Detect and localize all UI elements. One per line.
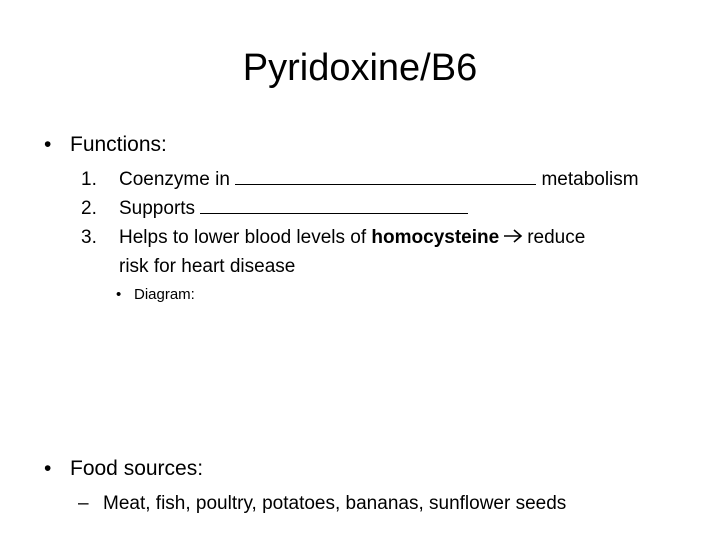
slide-title: Pyridoxine/B6 bbox=[242, 47, 478, 89]
item-text-bold: homocysteine bbox=[371, 227, 500, 248]
food-sources-item bbox=[78, 489, 566, 518]
bullet-icon: • bbox=[44, 133, 52, 156]
bullet-icon: • bbox=[116, 286, 122, 303]
functions-heading: Functions: bbox=[70, 133, 167, 156]
bullet-icon: • bbox=[44, 457, 52, 480]
fill-in-blank bbox=[235, 167, 536, 185]
function-item-1 bbox=[81, 165, 639, 194]
food-sources-bullet bbox=[44, 456, 203, 482]
dash-icon: – bbox=[78, 493, 89, 514]
function-item-3-continued: risk for heart disease bbox=[119, 256, 296, 277]
item-text-after: metabolism bbox=[541, 169, 639, 190]
fill-in-blank bbox=[200, 196, 468, 214]
item-text-after: reduce bbox=[527, 227, 586, 248]
item-text-before: Helps to lower blood levels of bbox=[119, 227, 367, 248]
item-text-before: Coenzyme in bbox=[119, 169, 230, 190]
function-item-2 bbox=[81, 194, 468, 223]
function-item-3 bbox=[81, 223, 585, 252]
item-text-before: Supports bbox=[119, 198, 196, 219]
item-number: 2. bbox=[81, 198, 97, 219]
item-number: 1. bbox=[81, 169, 97, 190]
functions-bullet bbox=[44, 132, 167, 158]
arrow-right-icon bbox=[503, 223, 523, 252]
diagram-label: Diagram: bbox=[134, 286, 195, 303]
diagram-sub-bullet bbox=[116, 284, 195, 306]
food-list: Meat, fish, poultry, potatoes, bananas, sunflower seeds bbox=[103, 493, 567, 514]
food-heading: Food sources: bbox=[70, 457, 204, 480]
item-number: 3. bbox=[81, 227, 97, 248]
